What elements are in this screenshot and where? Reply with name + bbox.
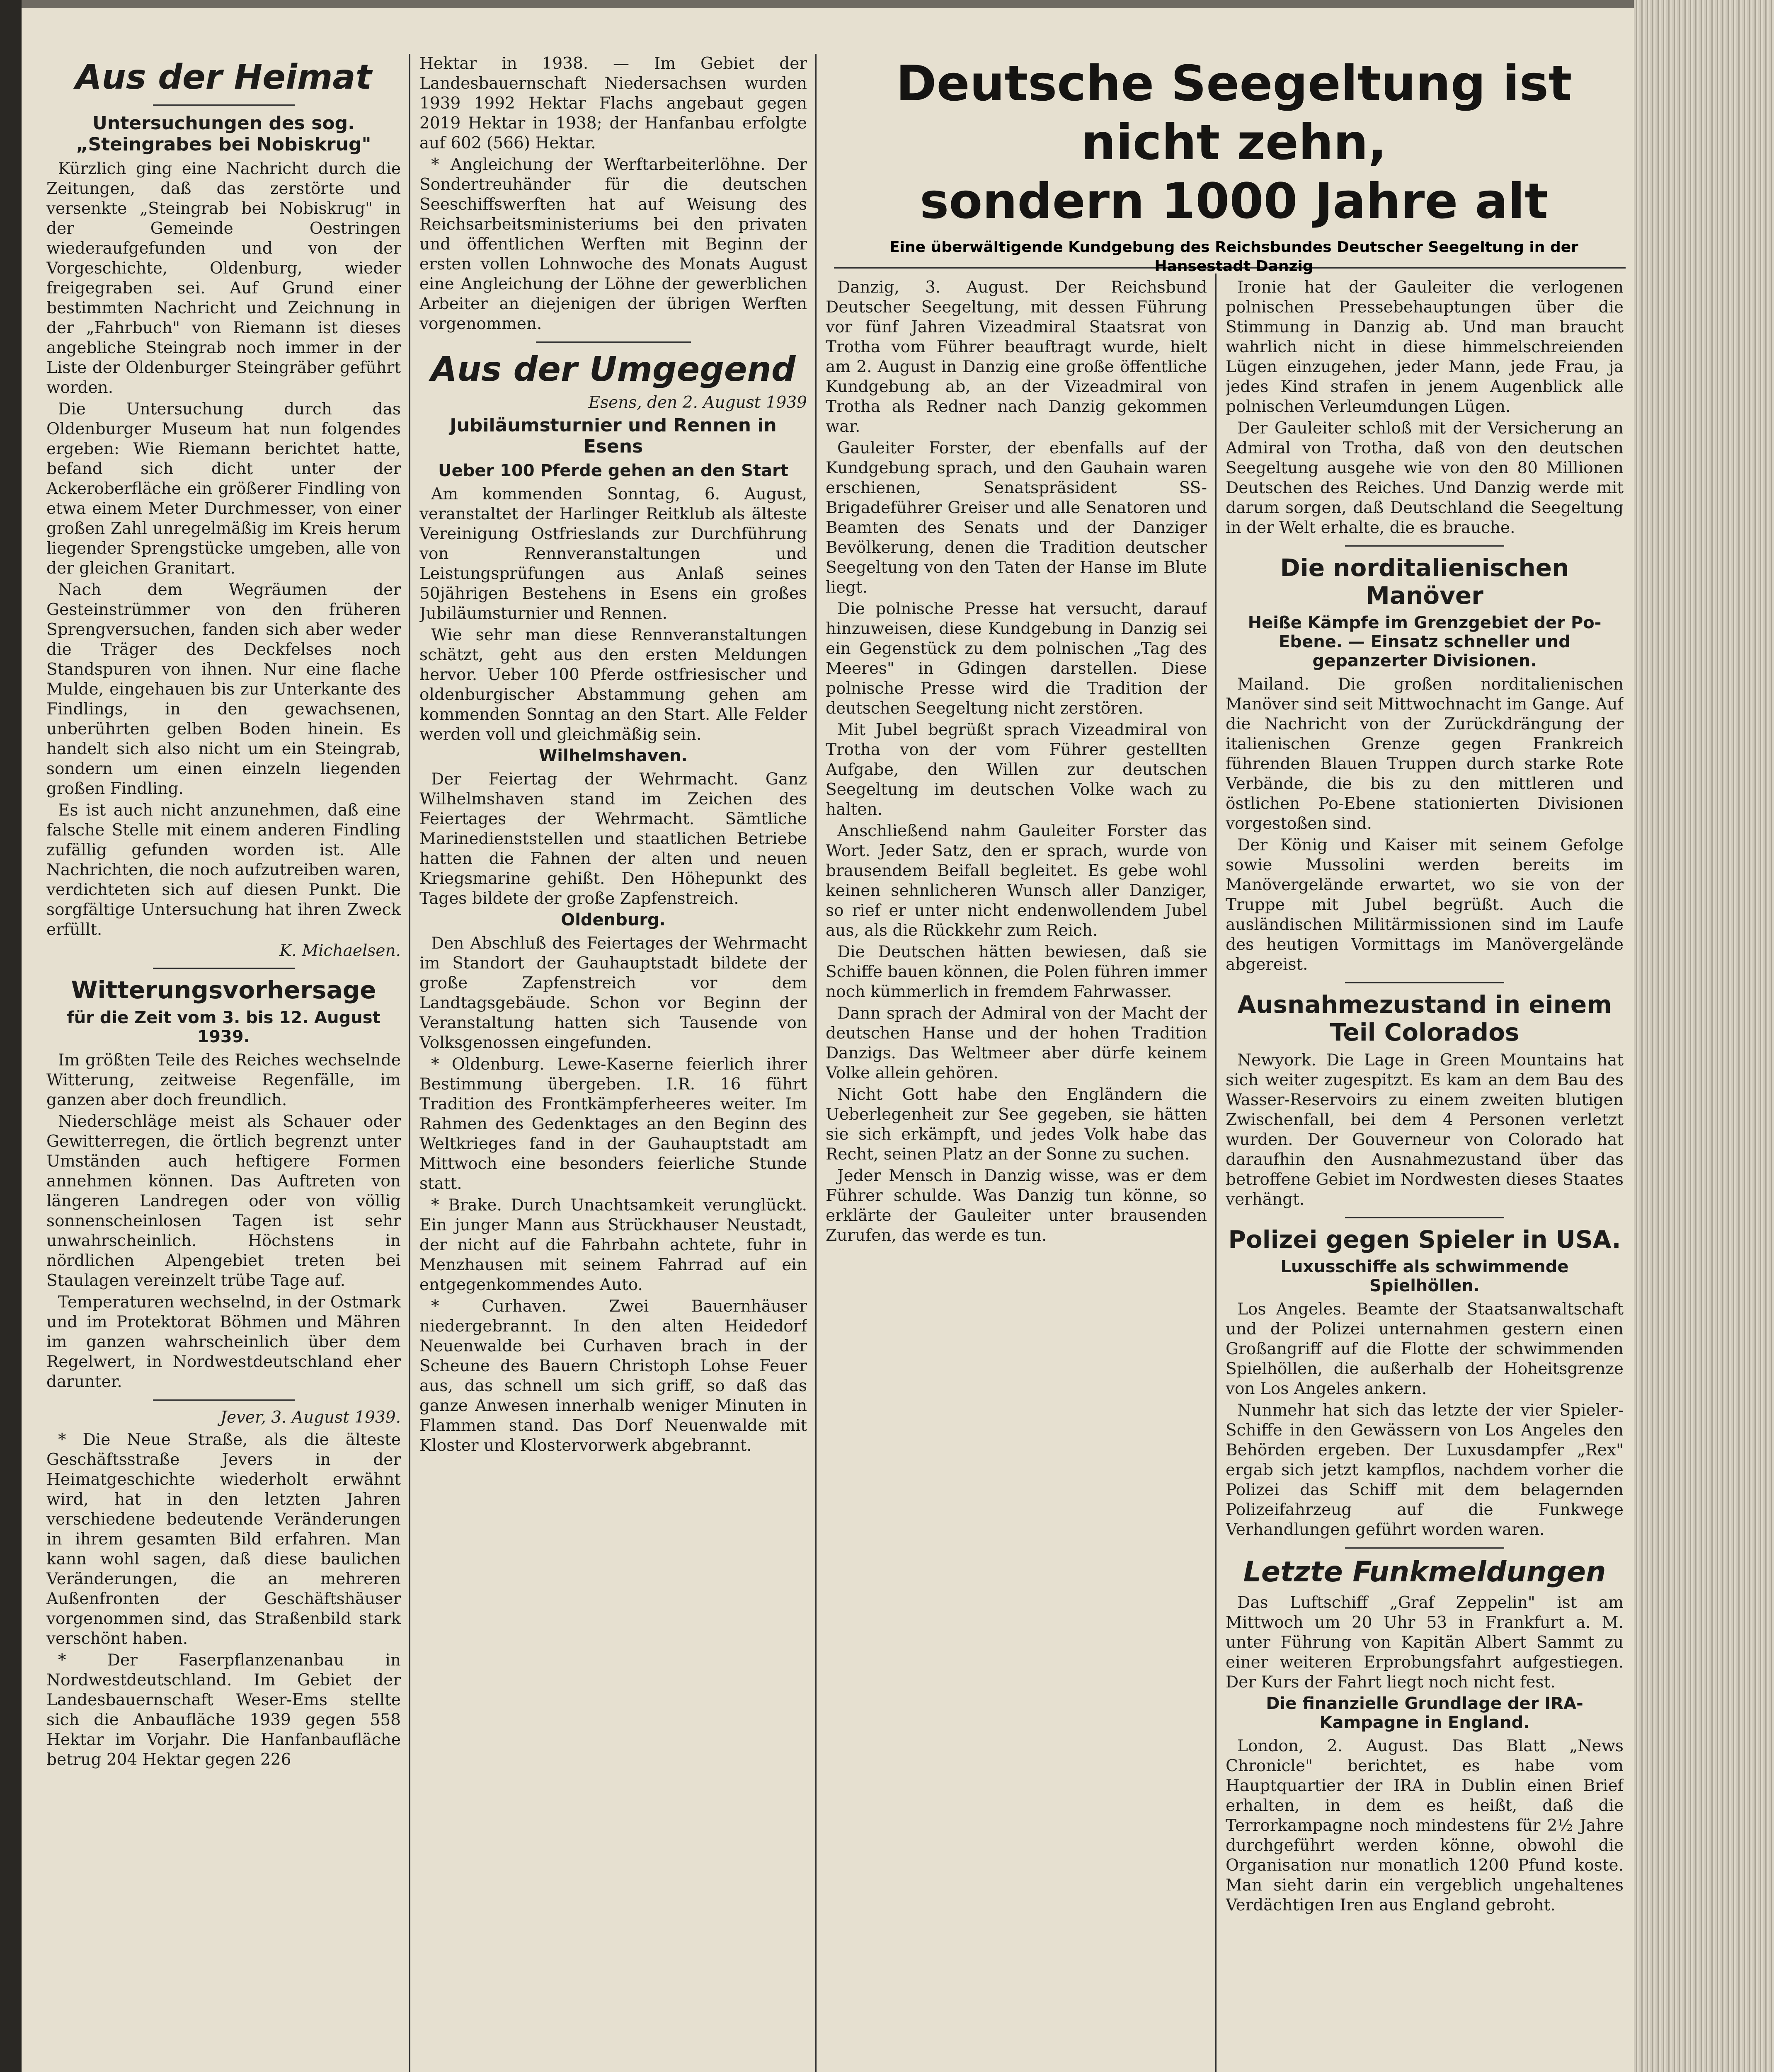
article-paragraph: Niederschläge meist als Schauer oder Gewitterregen, die örtlich begrenzt unter Umständen auch heftigere Formen annehmen können. Das Auftreten von längeren Landregen oder von völlig sonnenscheinlosen Tagen ist sehr unwahrscheinlich. Höchstens in nördlichen Alpengebiet treten bei Staulagen vereinzelt trübe Tage auf. <box>46 1112 401 1290</box>
article-divider <box>1345 545 1504 547</box>
article-paragraph: Mit Jubel begrüßt sprach Vizeadmiral von Trotha von der vom Führer gestellten Aufgabe, den Willen zur deutschen Seegeltung im deutschen Volke wach zu halten. <box>826 721 1207 819</box>
article-divider <box>1345 982 1504 983</box>
column-4 <box>1226 278 1624 2072</box>
article-divider <box>1345 1547 1504 1549</box>
article-paragraph: * Der Faserpflanzenanbau in Nordwestdeutschland. Im Gebiet der Landesbauernschaft Weser-Ems stellte sich die Anbaufläche 1939 gegen 558 Hektar im Vorjahr. Die Hanfanbaufläche betrug 204 Hektar gegen 226 <box>46 1651 401 1769</box>
article-headline: Letzte Funkmeldungen <box>1243 1556 1606 1589</box>
article-headline: Jubiläumsturnier und Rennen in Esens <box>450 415 777 457</box>
article-paragraph: Das Luftschiff „Graf Zeppelin" ist am Mittwoch um 20 Uhr 53 in Frankfurt a. M. unter Führung von Kapitän Albert Sammt zu einer weiteren Erprobungsfahrt aufgestiegen. Der Kurs der Fahrt liegt noch nicht fest. <box>1226 1593 1624 1692</box>
column-1 <box>46 54 401 2072</box>
article-paragraph: * Angleichung der Werftarbeiterlöhne. Der Sondertreuhänder für die deutschen Seeschiffswerften hat auf Weisung des Reichsarbeitsministeriums bei den privaten und öffentlichen Werften mit Beginn der ersten vollen Lohnwoche des Monats August eine Angleichung der Löhne der gewerblichen Arbeiter an diejenigen der übrigen Werften vorgenommen. <box>419 155 807 333</box>
article-paragraph: Mailand. Die großen norditalienischen Manöver sind seit Mittwochnacht im Gange. Auf die Nachricht von der Zurückdrängung der italienischen Grenze gegen Frankreich führenden Blauen Truppen durch starke Rote Verbände, die bis zu den mittleren und östlichen Po-Ebene stationierten Divisionen vorgestoßen sind. <box>1226 675 1624 833</box>
page-stack-edges <box>1634 0 1774 2072</box>
lead-headline-block <box>834 54 1634 275</box>
column-3 <box>826 278 1207 2072</box>
article-paragraph: Temperaturen wechselnd, in der Ostmark und im Protektorat Böhmen und Mähren im ganzen wahrscheinlich über dem Regelwert, in Nordwestdeutschland eher darunter. <box>46 1293 401 1392</box>
article-paragraph: Dann sprach der Admiral von der Macht der deutschen Hanse und der hohen Tradition Danzigs. Das Weltmeer aber dürfe keinem Volke allein gehören. <box>826 1004 1207 1082</box>
article-subheadline: Ueber 100 Pferde gehen an den Start <box>438 461 788 481</box>
article-paragraph: Anschließend nahm Gauleiter Forster das Wort. Jeder Satz, den er sprach, wurde von brausendem Beifall begleitet. Es gebe wohl keinen sehnlicheren Wunsch aller Danziger, so rief er unter nicht endenwollendem Jubel aus, als die Rückkehr zum Reich. <box>826 822 1207 940</box>
article-headline: Polizei gegen Spieler in USA. <box>1228 1225 1621 1254</box>
local-item-heading: Oldenburg. <box>561 910 666 930</box>
lead-headline-line-1: Deutsche Seegeltung ist nicht zehn, <box>896 55 1572 171</box>
article-paragraph: Die polnische Presse hat versucht, darauf hinzuweisen, diese Kundgebung in Danzig sei ein Gegenstück zu dem polnischen „Tag des Meeres" in Gdingen darstellen. Diese polnische Presse wird die Tradition der deutschen Seegeltung nicht zerstören. <box>826 600 1207 718</box>
article-paragraph: Es ist auch nicht anzunehmen, daß eine falsche Stelle mit einem anderen Findling zufällig gefunden worden ist. Alle Nachrichten, die noch aufzutreiben waren, verdichteten sich auf diesen Punkt. Die sorgfältige Untersuchung hat ihren Zweck erfüllt. <box>46 801 401 939</box>
column-2 <box>419 54 807 2072</box>
article-subheadline: Heiße Kämpfe im Grenzgebiet der Po-Ebene. — Einsatz schneller und gepanzerter Divisionen. <box>1248 613 1602 671</box>
local-item-heading: Wilhelmshaven. <box>539 746 688 766</box>
column-rule <box>1215 274 1217 2072</box>
lead-headline-line-2: sondern 1000 Jahre alt <box>920 172 1548 230</box>
article-paragraph: * Curhaven. Zwei Bauernhäuser niedergebrannt. In den alten Heidedorf Neuenwalde bei Curhaven brach in der Scheune des Bauern Christoph Lohse Feuer aus, das schnell um sich griff, so daß das ganze Anwesen innerhalb weniger Minuten in Flammen stand. Das Dorf Neuenwalde mit Kloster und Klostervorwerk abgebrannt. <box>419 1297 807 1455</box>
article-divider <box>153 1399 295 1401</box>
article-paragraph: Nunmehr hat sich das letzte der vier Spieler-Schiffe in den Gewässern von Los Angeles den Behörden ergeben. Der Luxusdampfer „Rex" ergab sich jetzt kampflos, nachdem vorher die Polizei das Schiff mit dem belagernden Polizeifahrzeug auf die Funkwege Verhandlungen geführt worden waren. <box>1226 1401 1624 1539</box>
article-paragraph: Los Angeles. Beamte der Staatsanwaltschaft und der Polizei unternahmen gestern einen Großangriff auf die Flotte der schwimmenden Spielhöllen, die außerhalb der Hoheitsgrenze von Los Angeles ankern. <box>1226 1300 1624 1399</box>
article-headline: Witterungsvorhersage <box>71 976 376 1005</box>
section-title-heimat: Aus der Heimat <box>75 58 372 97</box>
article-paragraph: Der Feiertag der Wehrmacht. Ganz Wilhelmshaven stand im Zeichen des Feiertages der Wehrmacht. Sämtliche Marinedienststellen und staatlichen Betriebe hatten die Fahnen der alten und neuen Kriegsmarine gehißt. Den Höhepunkt des Tages bildete der große Zapfenstreich. <box>419 770 807 908</box>
article-headline: Untersuchungen des sog. „Steingrabes bei Nobiskrug" <box>76 113 371 155</box>
dateline: Jever, 3. August 1939. <box>220 1408 401 1427</box>
article-paragraph: Newyork. Die Lage in Green Mountains hat sich weiter zugespitzt. Es kam an dem Bau des Wasser-Reservoirs zu einem zweiten blutigen Zwischenfall, bei dem 4 Personen verletzt wurden. Der Gouverneur von Colorado hat daraufhin den Ausnahmezustand über das betroffene Gebiet im Nordwesten dieses Staates verhängt. <box>1226 1051 1624 1209</box>
article-signature: K. Michaelsen. <box>279 942 401 961</box>
article-paragraph: Nicht Gott habe den Engländern die Ueberlegenheit zur See gegeben, sie hätten sie sich erkämpft, und jedes Volk habe das Recht, seinen Platz an der Sonne zu suchen. <box>826 1085 1207 1164</box>
column-rule <box>815 54 817 2072</box>
book-binding <box>0 0 22 2072</box>
article-paragraph: Die Untersuchung durch das Oldenburger Museum hat nun folgendes ergeben: Wie Riemann berichtet hatte, befand sich dicht unter der Ackeroberfläche ein größerer Findling von etwa einem Meter Durchmesser, von einer großen Zahl unregelmäßig im Kreis herum liegender Sprengstücke umgeben, alle von der gleichen Granitart. <box>46 400 401 578</box>
article-paragraph: Danzig, 3. August. Der Reichsbund Deutscher Seegeltung, mit dessen Führung vor fünf Jahren Vizeadmiral Staatsrat von Trotha vom Führer beauftragt wurde, hielt am 2. August in Danzig eine große öffentliche Kundgebung ab, an der Vizeadmiral von Trotha als Redner nach Danzig gekommen war. <box>826 278 1207 436</box>
section-title-umgegend: Aus der Umgegend <box>431 350 796 389</box>
article-paragraph: Hektar in 1938. — Im Gebiet der Landesbauernschaft Niedersachsen wurden 1939 1992 Hektar Flachs angebaut gegen 2019 Hektar in 1938; der Hanfanbau erfolgte auf 602 (566) Hektar. <box>419 54 807 152</box>
article-paragraph: Gauleiter Forster, der ebenfalls auf der Kundgebung sprach, und den Gauhain waren erschienen, Senatspräsident SS-Brigadeführer Greiser und alle Senatoren und Beamten des Senats und der Danziger Bevölkerung, denen die Tradition deutscher Seegeltung von den Taten der Hanse im Blute liegt. <box>826 439 1207 597</box>
lead-subheadline: Eine überwältigende Kundgebung des Reichsbundes Deutscher Seegeltung in der Hansestadt Danzig <box>889 239 1578 275</box>
article-headline: Die norditalienischen Manöver <box>1280 554 1569 610</box>
newspaper-page <box>22 8 1634 2072</box>
article-headline: Ausnahmezustand in einem Teil Colorados <box>1237 990 1612 1047</box>
article-paragraph: Der König und Kaiser mit seinem Gefolge sowie Mussolini werden bereits im Manövergelände erwartet, wo sie von der Truppe mit Jubel begrüßt. Auch die ausländischen Militärmissionen sind im Laufe des heutigen Vormittags im Manövergelände abgereist. <box>1226 836 1624 974</box>
article-paragraph: * Die Neue Straße, als die älteste Geschäftsstraße Jevers in der Heimatgeschichte wiederholt erwähnt wird, hat in den letzten Jahren verschiedene bedeutende Veränderungen in ihrem gesamten Bild erfahren. Man kann wohl sagen, daß diese baulichen Veränderungen, die an mehreren Außenfronten der Geschäftshäuser vorgenommen sind, das Straßenbild stark verschönt haben. <box>46 1431 401 1648</box>
article-paragraph: Die Deutschen hätten bewiesen, daß sie Schiffe bauen können, die Polen führen immer noch kümmerlich in fremdem Fahrwasser. <box>826 943 1207 1001</box>
article-paragraph: Am kommenden Sonntag, 6. August, veranstaltet der Harlinger Reitklub als älteste Vereinigung Ostfrieslands zur Durchführung von Rennveranstaltungen und Leistungsprüfungen aus Anlaß seines 50jährigen Bestehens in Esens ein großes Jubiläumsturnier und Rennen. <box>419 485 807 623</box>
dateline: Esens, den 2. August 1939 <box>588 393 807 412</box>
article-paragraph: Im größten Teile des Reiches wechselnde Witterung, zeitweise Regenfälle, im ganzen aber doch freundlich. <box>46 1051 401 1110</box>
article-paragraph: * Brake. Durch Unachtsamkeit verunglückt. Ein junger Mann aus Strückhauser Neustadt, der nicht auf die Fahrbahn achtete, fuhr in Menzhausen mit seinem Fahrrad auf ein entgegenkommendes Auto. <box>419 1196 807 1295</box>
article-divider <box>153 968 295 969</box>
article-paragraph: Der Gauleiter schloß mit der Versicherung an Admiral von Trotha, daß von den deutschen Seegeltung ausgehe wie von den 80 Millionen Deutschen des Reiches. Und Danzig werde mit darum sorgen, daß Deutschland die Seegeltung in der Welt erhalte, die es brauche. <box>1226 419 1624 537</box>
article-subheadline: Luxusschiffe als schwimmende Spielhöllen. <box>1280 1257 1569 1296</box>
column-rule <box>409 54 410 2072</box>
article-paragraph: Jeder Mensch in Danzig wisse, was er dem Führer schulde. Was Danzig tun könne, so erklärte der Gauleiter unter brausenden Zurufen, das werde es tun. <box>826 1167 1207 1245</box>
article-subheadline: für die Zeit vom 3. bis 12. August 1939. <box>67 1008 380 1047</box>
article-paragraph: Wie sehr man diese Rennveranstaltungen schätzt, geht aus den ersten Meldungen hervor. Ueber 100 Pferde ostfriesischer und oldenburgischer Abstammung gehen am kommenden Sonntag an den Start. Alle Felder werden voll und gleichmäßig sein. <box>419 626 807 744</box>
article-subheadline: Die finanzielle Grundlage der IRA-Kampagne in England. <box>1266 1694 1583 1732</box>
article-paragraph: Ironie hat der Gauleiter die verlogenen polnischen Pressebehauptungen über die Stimmung in Danzig ab. Und man braucht wahrlich nicht in diese himmelschreienden Lügen einzugehen, jeder Mann, jede Frau, ja jedes Kind strafen in jenem Augenblick alle polnischen Verleumdungen Lügen. <box>1226 278 1624 416</box>
article-paragraph: * Oldenburg. Lewe-Kaserne feierlich ihrer Bestimmung übergeben. I.R. 16 führt Tradition des Frontkämpferheeres weiter. Im Rahmen des Gedenktages an den Beginn des Weltkrieges fand in der Gauhauptstadt am Mittwoch eine besonders feierliche Stunde statt. <box>419 1055 807 1193</box>
article-paragraph: London, 2. August. Das Blatt „News Chronicle" berichtet, es habe vom Hauptquartier der IRA in Dublin einen Brief erhalten, in dem es heißt, daß die Terrorkampagne noch mindestens für 2½ Jahre durchgeführt werden könne, obwohl die Organisation nur monatlich 1200 Pfund koste. Man sieht darin ein vergeblich ungehaltenes Verdächtigen Iren aus England gebroht. <box>1226 1736 1624 1915</box>
article-paragraph: Nach dem Wegräumen der Gesteinstrümmer von den früheren Sprengversuchen, fanden sich aber weder die Träger des Deckfelses noch Standspuren von ihnen. Nur eine flache Mulde, eingehauen bis zur Unterkante des Findlings, in den gewachsenen, unberührten gelben Boden hinein. Es handelt sich also nicht um ein Steingrab, sondern um einen einzeln liegenden großen Findling. <box>46 581 401 799</box>
section-divider <box>153 104 295 106</box>
article-paragraph: Den Abschluß des Feiertages der Wehrmacht im Standort der Gauhauptstadt bildete der große Zapfenstreich vor dem Landtagsgebäude. Schon vor Beginn der Veranstaltung hatten sich Tausende von Volksgenossen eingefunden. <box>419 934 807 1053</box>
section-divider <box>536 341 691 343</box>
article-paragraph: Kürzlich ging eine Nachricht durch die Zeitungen, daß das zerstörte und versenkte „Steingrab bei Nobiskrug" in der Gemeinde Oestringen wiederaufgefunden und von der Vorgeschichte, Oldenburg, wieder freigegraben sei. Auf Grund einer bestimmten Nachricht und Zeichnung in der „Fahrbuch" von Riemann ist dieses angebliche Steingrab noch immer in der Liste der Oldenburger Steingräber geführt worden. <box>46 160 401 397</box>
article-divider <box>1345 1217 1504 1218</box>
